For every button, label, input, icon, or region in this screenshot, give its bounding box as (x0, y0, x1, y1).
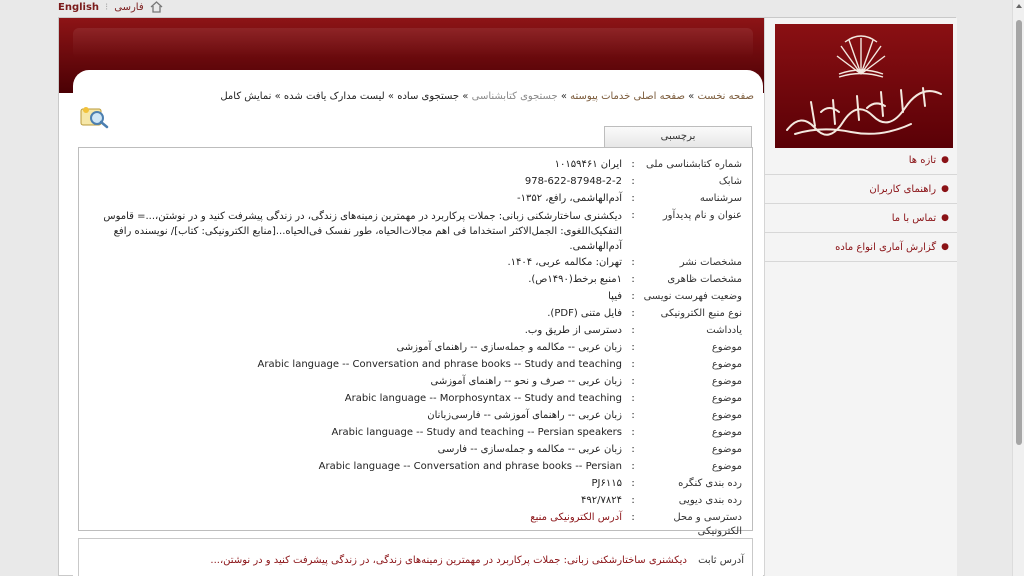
bullet-icon: ● (941, 155, 949, 165)
record-value: Arabic language -- Conversation and phrase books -- Persian (318, 461, 622, 472)
home-icon[interactable] (150, 1, 163, 13)
record-row (77, 305, 752, 322)
record-value: فیپا (608, 291, 622, 302)
record-value: Arabic language -- Conversation and phrase books -- Study and teaching (257, 359, 622, 370)
sidebar-nav (765, 146, 957, 262)
separator: ⁝ (105, 1, 109, 13)
record-label: مشخصات نشر (679, 257, 742, 268)
record-value: زبان عربی -- راهنمای آموزشی -- فارسی‌زبانان (427, 410, 622, 421)
record-colon: : (631, 410, 635, 421)
right-sidebar (764, 18, 957, 576)
record-value: PJ۶۱۱۵ (591, 478, 622, 489)
record-row (77, 458, 752, 475)
record-colon: : (631, 257, 635, 268)
sidebar-item-user-guide[interactable] (765, 175, 957, 204)
record-value: تهران: مکالمه عربی، ‏‫۱۴۰۴. (507, 257, 622, 268)
record-label: موضوع (711, 342, 742, 353)
record-colon: : (631, 461, 635, 472)
record-row (77, 156, 752, 173)
breadcrumb-full-view: نمایش کامل (220, 91, 272, 102)
new-search-icon[interactable] (79, 105, 109, 129)
record-row (77, 475, 752, 492)
record-row (77, 288, 752, 305)
record-colon: : (631, 325, 635, 336)
bullet-icon: ● (941, 242, 949, 252)
record-row (77, 271, 752, 288)
record-colon: : (631, 478, 635, 489)
sidebar-item-news[interactable] (765, 146, 957, 175)
record-label: موضوع (711, 461, 742, 472)
record-colon: : (631, 210, 635, 221)
record-row (77, 373, 752, 390)
record-label: مشخصات ظاهری (667, 274, 742, 285)
record-row (77, 207, 752, 254)
record-colon: : (631, 176, 635, 187)
record-colon: : (631, 274, 635, 285)
record-row (77, 509, 752, 539)
record-colon: : (631, 376, 635, 387)
breadcrumb-home[interactable]: صفحه نخست (697, 91, 754, 102)
record-rows (77, 156, 752, 539)
record-value: ۱منبع برخط(۱۴۹۰ص). (528, 274, 622, 285)
record-label: موضوع (711, 427, 742, 438)
record-colon: : (631, 308, 635, 319)
record-colon: : (631, 193, 635, 204)
record-label: دسترسی و محل الکترونیکی (673, 512, 742, 537)
record-label: موضوع (711, 376, 742, 387)
bullet-icon: ● (941, 213, 949, 223)
sidebar-item-label: تازه ها (908, 154, 937, 166)
sidebar-item-label: تماس با ما (891, 212, 937, 224)
record-value: فایل متنی (PDF). (547, 308, 622, 319)
breadcrumb-separator: » (560, 91, 567, 102)
library-logo[interactable] (775, 24, 953, 148)
language-bar (58, 0, 163, 14)
record-row (77, 407, 752, 424)
permalink-box (78, 538, 753, 576)
tab-labeled-view[interactable]: برچسبی (604, 126, 752, 148)
record-label: رده بندی کنگره (678, 478, 742, 489)
record-label: عنوان و نام پدیدآور (662, 210, 742, 221)
record-colon: : (631, 159, 635, 170)
record-colon: : (631, 342, 635, 353)
record-label: رده بندی دیویی (678, 495, 742, 506)
record-value: دسترسی از طریق وب. (524, 325, 622, 336)
record-label: یادداشت (706, 325, 742, 336)
record-colon: : (631, 444, 635, 455)
record-label: شماره کتابشناسی ملی (646, 159, 742, 170)
record-colon: : (631, 359, 635, 370)
record-row (77, 190, 752, 207)
breadcrumb-separator: » (387, 91, 395, 102)
record-row (77, 339, 752, 356)
record-colon: : (631, 291, 635, 302)
record-label: وضعیت فهرست نویسی (643, 291, 742, 302)
vertical-scrollbar[interactable] (1012, 0, 1024, 576)
breadcrumb-bib-search[interactable]: جستجوی کتابشناسی (471, 91, 558, 102)
breadcrumb-separator: » (462, 91, 469, 102)
record-label: شابک (718, 176, 742, 187)
record-row (77, 322, 752, 339)
breadcrumb-simple-search[interactable]: جستجوی ساده (397, 91, 460, 102)
record-value: Arabic language -- Morphosyntax -- Study and teaching (344, 393, 622, 404)
record-colon: : (631, 512, 635, 523)
permalink-label: آدرس ثابت (698, 555, 744, 566)
record-value: دیکشنری ساختارشکنی زبانی: جملات پرکاربرد در مهمترین زمینه‌های زندگی، در زندگی پیشرفت کنید و در نوشتن،...= قاموس التفکیک‌اللغوی: الجمل‌الاکثر استخداما فی اهم مجالات‌الحیاه، طور نفسک فی‌الحیاه...[منابع الکترونیکی: کتاب]/ نویسنده رافع آدم‌الهاشمی. (103, 211, 622, 252)
record-row (77, 356, 752, 373)
record-label: موضوع (711, 359, 742, 370)
record-label: موضوع (711, 444, 742, 455)
scroll-up-icon[interactable] (1016, 4, 1022, 8)
english-link[interactable]: English (58, 1, 100, 13)
sidebar-item-contact[interactable] (765, 204, 957, 233)
record-label: موضوع (711, 410, 742, 421)
record-value: Arabic language -- Study and teaching -- Persian speakers (331, 427, 622, 438)
record-row (77, 441, 752, 458)
record-value: ۴۹۲/۷۸۲۴ (581, 495, 622, 506)
sidebar-item-label: راهنمای کاربران (869, 183, 937, 195)
record-colon: : (631, 495, 635, 506)
calligraphy-logo-icon (781, 82, 947, 142)
record-value: ایران ۱۰۱۵۹۴۶۱ (554, 159, 622, 170)
persian-link[interactable]: فارسی (114, 1, 144, 13)
record-colon: : (631, 427, 635, 438)
record-row (77, 173, 752, 190)
page-frame (58, 17, 956, 576)
record-value: زبان عربی -- مکالمه و جمله‌سازی -- فارسی (437, 444, 622, 455)
record-value: زبان عربی -- صرف و نحو -- راهنمای آموزشی (430, 376, 622, 387)
record-value: آدم‌الهاشمی، رافع، ‏۱۳۵۲- (516, 193, 622, 204)
breadcrumb-services[interactable]: صفحه اصلی خدمات پیوسته (570, 91, 685, 102)
record-value: زبان عربی -- مکالمه و جمله‌سازی -- راهنمای آموزشی (396, 342, 622, 353)
bullet-icon: ● (941, 184, 949, 194)
permalink-value[interactable]: دیکشنری ساختارشکنی زبانی: جملات پرکاربرد در مهمترین زمینه‌های زندگی، در زندگی پیشرفت کنید و در نوشتن،... (210, 555, 687, 566)
record-value: 978-622-87948-2-2 (524, 176, 622, 187)
record-label: موضوع (711, 393, 742, 404)
record-row (77, 424, 752, 441)
book-flower-logo-icon (835, 30, 887, 80)
record-details (78, 147, 753, 537)
record-row (77, 492, 752, 509)
sidebar-item-statistics[interactable] (765, 233, 957, 262)
record-label: سرشناسه (699, 193, 742, 204)
record-row (77, 254, 752, 271)
breadcrumb (189, 91, 754, 102)
breadcrumb-separator: » (688, 91, 695, 102)
record-label: نوع منبع الکترونیکی (660, 308, 742, 319)
scrollbar-thumb[interactable] (1016, 20, 1022, 445)
electronic-resource-link[interactable]: آدرس الکترونیکی منبع (530, 512, 622, 523)
breadcrumb-results-list[interactable]: لیست مدارک یافت شده (283, 91, 385, 102)
record-row (77, 390, 752, 407)
sidebar-item-label: گزارش آماری انواع ماده (835, 241, 937, 253)
record-colon: : (631, 393, 635, 404)
breadcrumb-separator: » (274, 91, 281, 102)
